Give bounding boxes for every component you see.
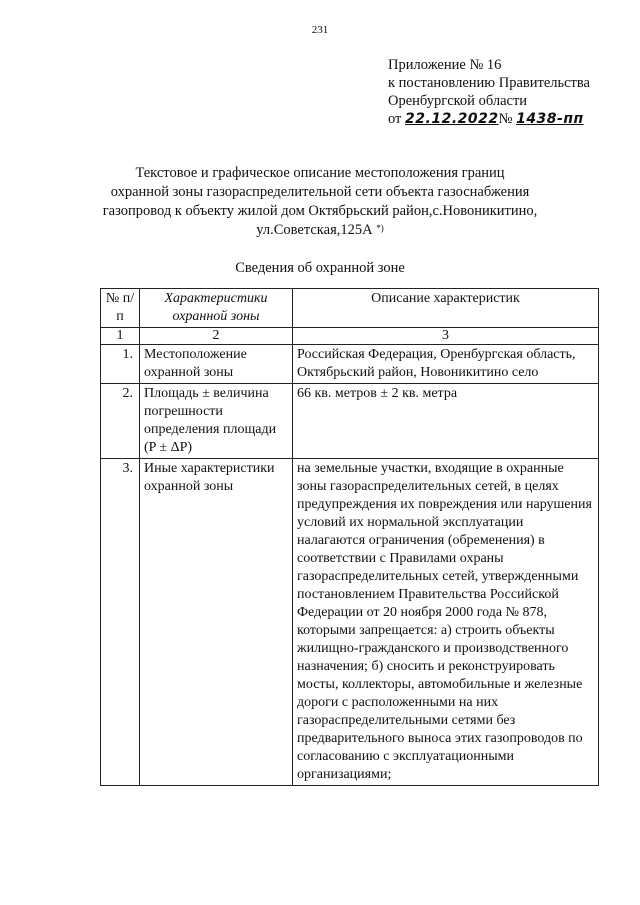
row-description: на земельные участки, входящие в охранные зоны газораспределительных сетей, в целях предупреждения их повреждения или нарушения условий их нормальной эксплуатации налагаются ограничения (обременения) в соответствии с Правилами охраны газораспределительных сетей, утвержденными постановлением Правительства Российской Федерации от 20 ноября 2000 года № 878, которыми запрещается: а) строить объекты жилищно-гражданского и производственного назначения; б) сносить и реконструировать мосты, коллекторы, автомобильные и железные дороги с расположенными на них газораспределительными сетями без предварительного выноса этих газопроводов по согласованию с эксплуатационными организациями;	[293, 459, 599, 786]
col-number-2: 2	[140, 328, 293, 345]
row-description: Российская Федерация, Оренбургская область, Октябрьский район, Новоникитино село	[293, 345, 599, 384]
title-line-3: газопровод к объекту жилой дом Октябрьский район,с.Новоникитино,	[102, 203, 538, 219]
col-number-1: 1	[101, 328, 140, 345]
column-number-row	[101, 328, 599, 345]
appendix-block	[388, 56, 590, 128]
date-prefix: от	[388, 111, 402, 127]
row-number: 1.	[101, 345, 140, 384]
row-number: 3.	[101, 459, 140, 786]
header-characteristics: Характеристики охранной зоны	[140, 289, 293, 328]
number-prefix: №	[498, 111, 513, 127]
title-line-4-wrap	[0, 221, 640, 240]
zone-info-table	[100, 288, 599, 786]
table-row	[101, 384, 599, 459]
appendix-line-1: Приложение № 16	[388, 57, 502, 73]
row-characteristic: Площадь ± величина погрешности определения площади (P ± ΔP)	[140, 384, 293, 459]
row-characteristic: Местоположение охранной зоны	[140, 345, 293, 384]
document-title	[0, 164, 640, 240]
title-line-4: ул.Советская,125А	[256, 222, 373, 238]
appendix-line-2: к постановлению Правительства	[388, 75, 590, 91]
table-header-row	[101, 289, 599, 328]
section-subtitle: Сведения об охранной зоне	[235, 260, 405, 276]
footnote-mark: *)	[376, 223, 384, 233]
title-line-2: охранной зоны газораспределительной сети объекта газоснабжения	[110, 184, 530, 200]
header-description: Описание характеристик	[293, 289, 599, 328]
table-row	[101, 459, 599, 786]
handwritten-number: 1438-пп	[516, 111, 584, 127]
page-number: 231	[311, 24, 329, 36]
row-number: 2.	[101, 384, 140, 459]
row-description: 66 кв. метров ± 2 кв. метра	[293, 384, 599, 459]
col-number-3: 3	[293, 328, 599, 345]
row-characteristic: Иные характеристики охранной зоны	[140, 459, 293, 786]
handwritten-date: 22.12.2022	[405, 111, 499, 127]
appendix-date-line	[388, 110, 590, 128]
appendix-line-3: Оренбургской области	[388, 93, 528, 109]
header-number: № п/п	[101, 289, 140, 328]
title-line-1: Текстовое и графическое описание местоположения границ	[135, 165, 505, 181]
table-row	[101, 345, 599, 384]
